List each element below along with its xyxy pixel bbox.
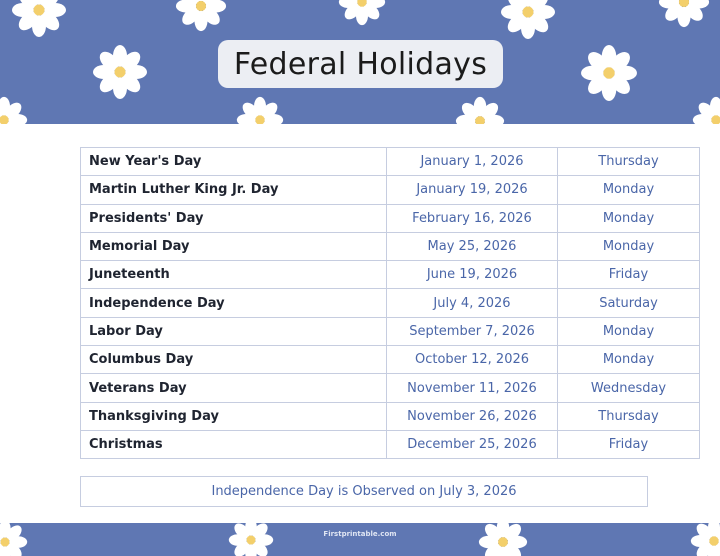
holiday-name: Thanksgiving Day <box>81 402 387 430</box>
table-row <box>81 232 700 260</box>
footer-banner <box>0 523 720 556</box>
holiday-weekday: Monday <box>558 232 700 260</box>
holiday-name: Columbus Day <box>81 346 387 374</box>
daisy-icon <box>0 96 28 124</box>
holiday-weekday: Thursday <box>558 148 700 176</box>
daisy-icon <box>92 44 148 100</box>
holiday-date: July 4, 2026 <box>387 289 558 317</box>
holiday-weekday: Friday <box>558 430 700 458</box>
table-row <box>81 430 700 458</box>
holiday-date: September 7, 2026 <box>387 317 558 345</box>
daisy-icon <box>0 523 28 556</box>
daisy-icon <box>692 96 720 124</box>
table-row <box>81 346 700 374</box>
table-row <box>81 176 700 204</box>
daisy-icon <box>175 0 227 32</box>
holiday-weekday: Monday <box>558 204 700 232</box>
holiday-weekday: Monday <box>558 346 700 374</box>
holiday-name: Martin Luther King Jr. Day <box>81 176 387 204</box>
holiday-date: January 19, 2026 <box>387 176 558 204</box>
holiday-weekday: Monday <box>558 317 700 345</box>
holiday-name: Presidents' Day <box>81 204 387 232</box>
holiday-date: February 16, 2026 <box>387 204 558 232</box>
daisy-icon <box>11 0 67 38</box>
holiday-table <box>80 147 700 459</box>
table-row <box>81 204 700 232</box>
daisy-icon <box>500 0 556 40</box>
holiday-name: New Year's Day <box>81 148 387 176</box>
watermark: Firstprintable.com <box>323 530 397 538</box>
table-row <box>81 317 700 345</box>
holiday-name: Memorial Day <box>81 232 387 260</box>
daisy-icon <box>658 0 710 28</box>
daisy-icon <box>455 96 505 124</box>
daisy-icon <box>236 96 284 124</box>
table-row <box>81 374 700 402</box>
holiday-date: October 12, 2026 <box>387 346 558 374</box>
daisy-icon <box>478 523 528 556</box>
daisy-icon <box>580 44 638 102</box>
holiday-name: Juneteenth <box>81 261 387 289</box>
page-title: Federal Holidays <box>233 46 488 82</box>
holiday-weekday: Thursday <box>558 402 700 430</box>
holiday-date: January 1, 2026 <box>387 148 558 176</box>
header-banner <box>0 0 720 124</box>
holiday-date: November 11, 2026 <box>387 374 558 402</box>
observed-note: Independence Day is Observed on July 3, 2026 <box>211 484 517 499</box>
holiday-weekday: Friday <box>558 261 700 289</box>
holiday-date: May 25, 2026 <box>387 232 558 260</box>
holiday-name: Veterans Day <box>81 374 387 402</box>
holiday-date: June 19, 2026 <box>387 261 558 289</box>
daisy-icon <box>338 0 386 26</box>
table-row <box>81 289 700 317</box>
daisy-icon <box>690 523 720 556</box>
holiday-date: December 25, 2026 <box>387 430 558 458</box>
daisy-icon <box>228 523 274 556</box>
observed-note-box <box>80 476 648 507</box>
holiday-date: November 26, 2026 <box>387 402 558 430</box>
table-row <box>81 148 700 176</box>
holiday-weekday: Wednesday <box>558 374 700 402</box>
holiday-name: Labor Day <box>81 317 387 345</box>
holiday-weekday: Saturday <box>558 289 700 317</box>
holiday-name: Independence Day <box>81 289 387 317</box>
title-box <box>218 40 503 88</box>
table-row <box>81 402 700 430</box>
holiday-weekday: Monday <box>558 176 700 204</box>
table-row <box>81 261 700 289</box>
holiday-name: Christmas <box>81 430 387 458</box>
